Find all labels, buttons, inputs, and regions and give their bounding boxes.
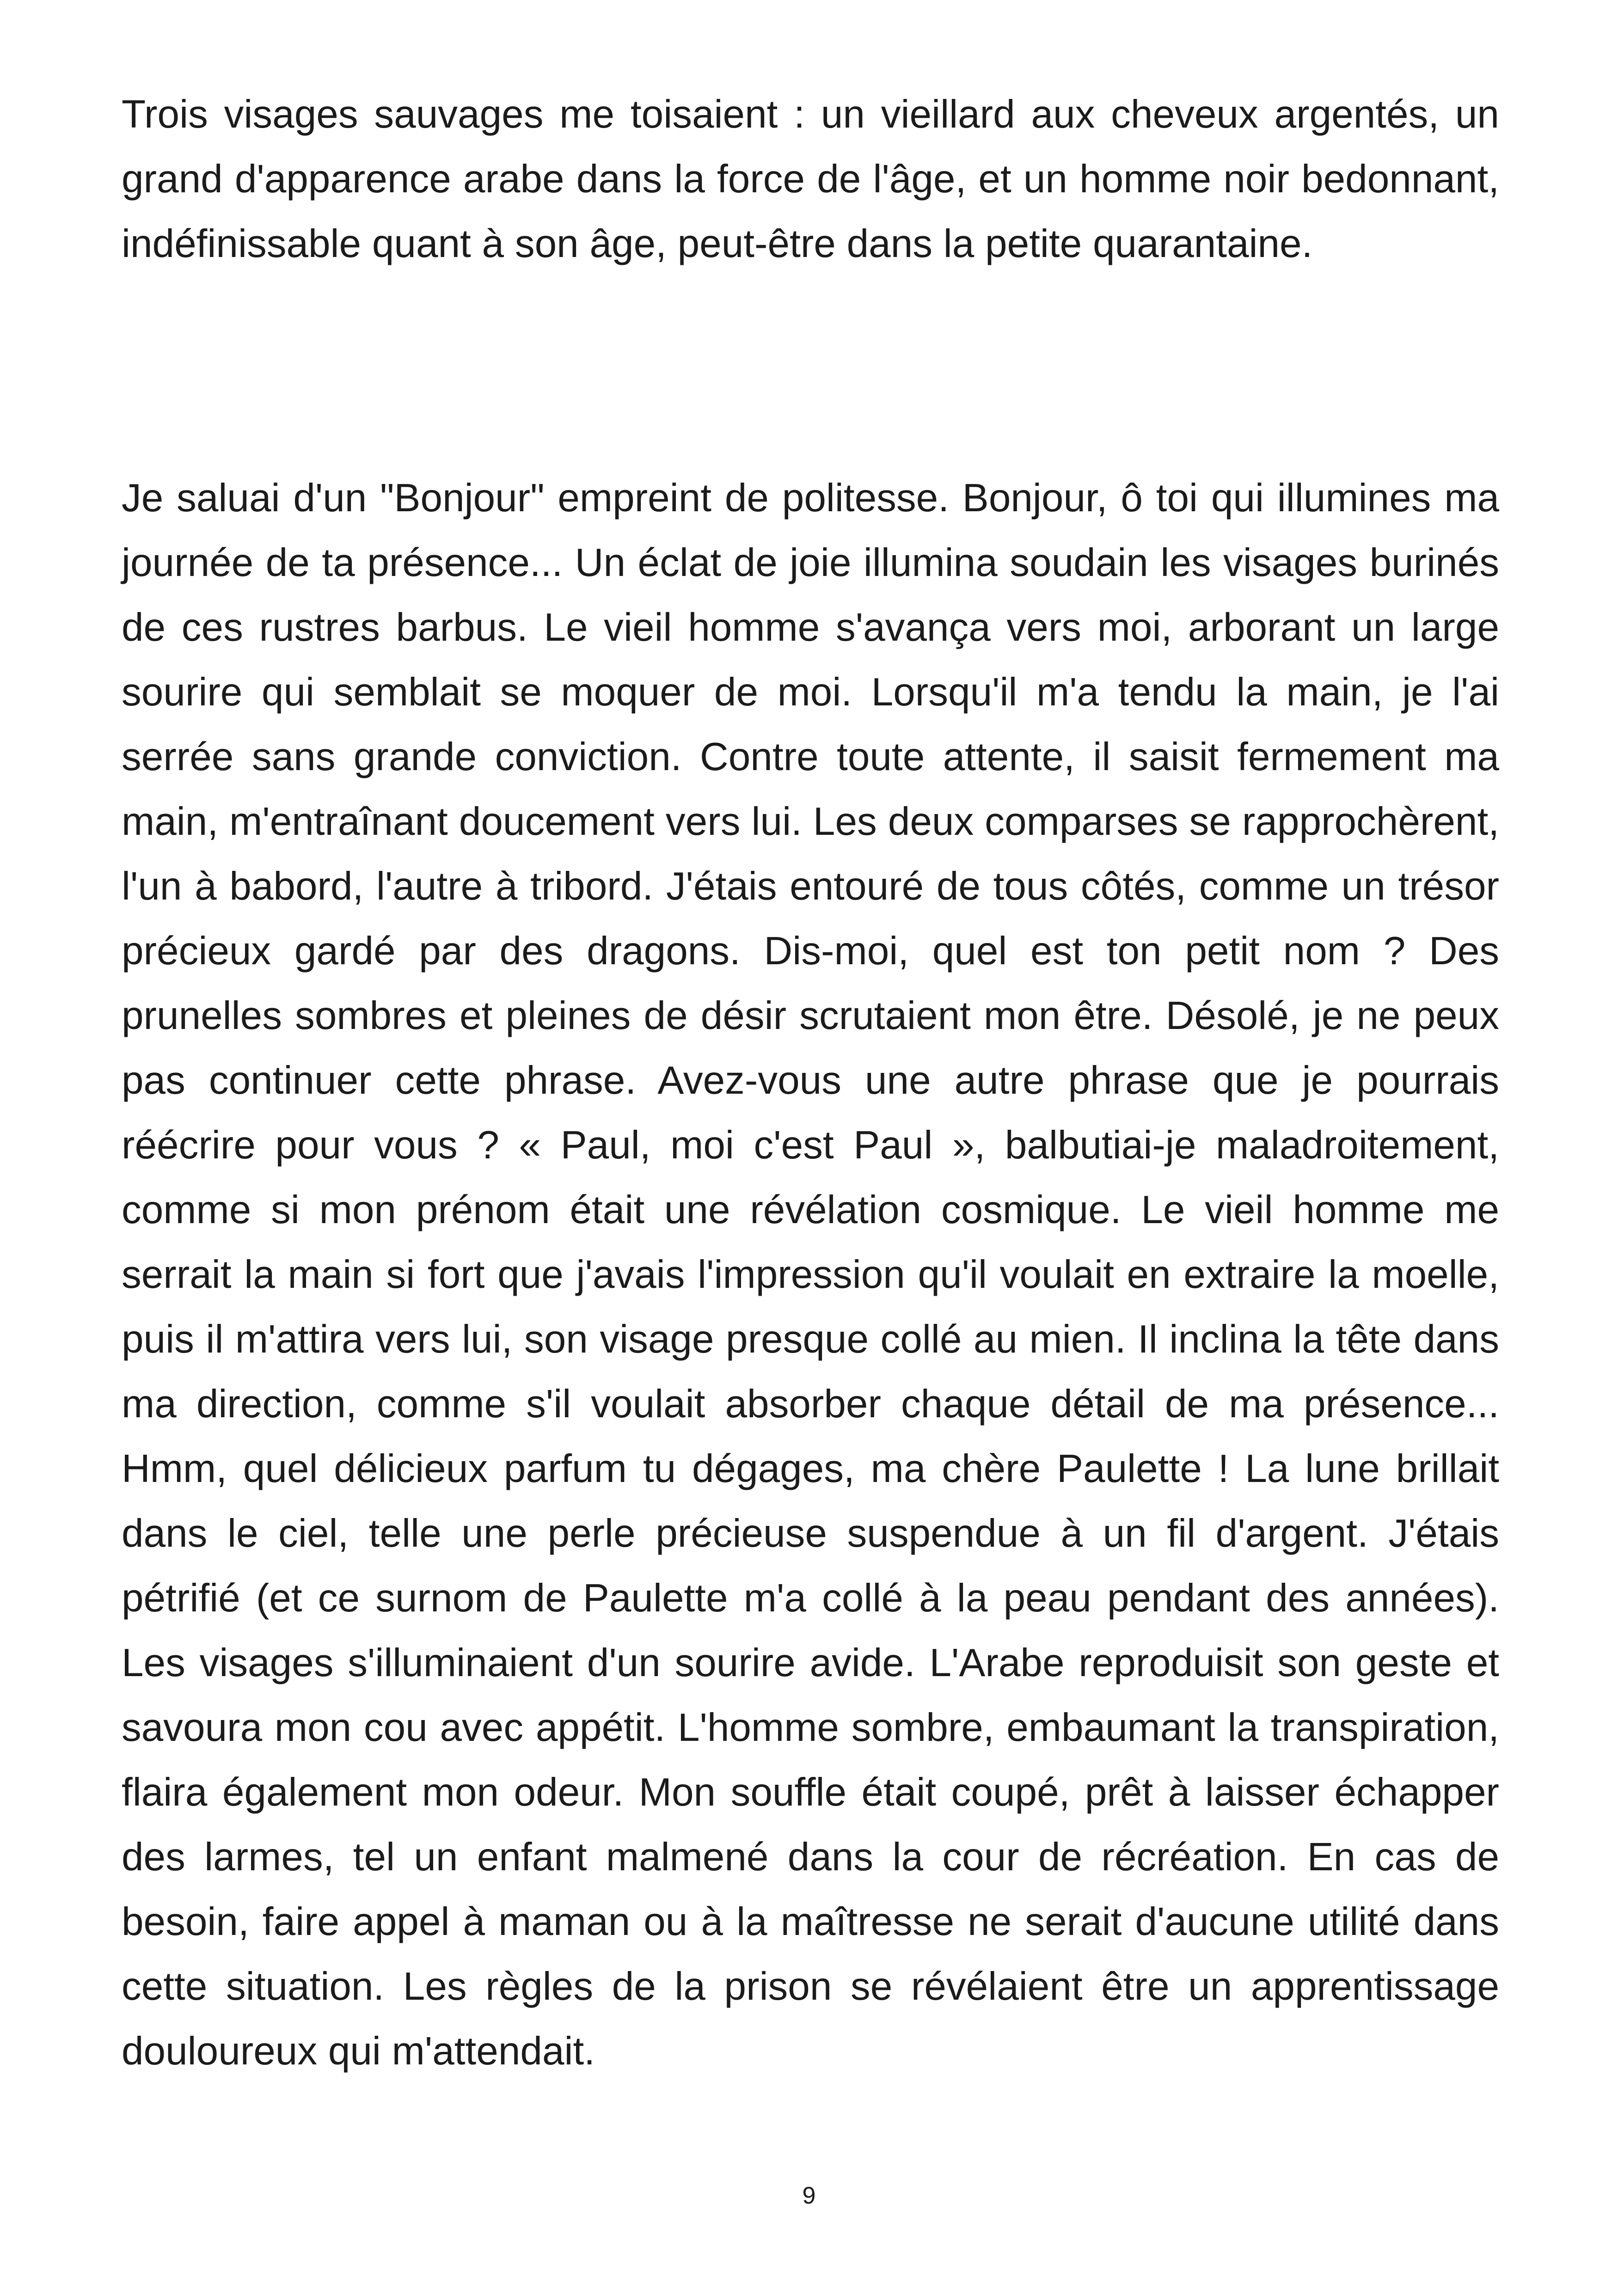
paragraph-intro: Trois visages sauvages me toisaient : un vieillard aux cheveux argentés, un grand d'apparence arabe dans la force de l'âge, et un homme noir bedonnant, indéfinissable quant à son âge, peut-être dans la petite quarantaine. bbox=[122, 92, 1499, 266]
paragraph-main: Je saluai d'un "Bonjour" empreint de politesse. Bonjour, ô toi qui illumines ma journée de ta présence... Un éclat de joie illumina soudain les visages burinés de ces rustres barbus. Le vieil homme s'avança vers moi, arborant un large sourire qui semblait se moquer de moi. Lorsqu'il m'a tendu la main, je l'ai serrée sans grande conviction. Contre toute attente, il saisit fermement ma main, m'entraînant doucement vers lui. Les deux comparses se rapprochèrent, l'un à babord, l'autre à tribord. J'étais entouré de tous côtés, comme un trésor précieux gardé par des dragons. Dis-moi, quel est ton petit nom ? Des prunelles sombres et pleines de désir scrutaient mon être. Désolé, je ne peux pas continuer cette phrase. Avez-vous une autre phrase que je pourrais réécrire pour vous ? « Paul, moi c'est Paul », balbutiai-je maladroitement, comme si mon prénom était une révélation cosmique. Le vieil homme me serrait la main si fort que j'avais l'impression qu'il voulait en extraire la moelle, puis il m'attira vers lui, son visage presque collé au mien. Il inclina la tête dans ma direction, comme s'il voulait absorber chaque détail de ma présence... Hmm, quel délicieux parfum tu dégages, ma chère Paulette ! La lune brillait dans le ciel, telle une perle précieuse suspendue à un fil d'argent. J'étais pétrifié (et ce surnom de Paulette m'a collé à la peau pendant des années). Les visages s'illuminaient d'un sourire avide. L'Arabe reproduisit son geste et savoura mon cou avec appétit. L'homme sombre, embaumant la transpiration, flaira également mon odeur. Mon souffle était coupé, prêt à laisser échapper des larmes, tel un enfant malmené dans la cour de récréation. En cas de besoin, faire appel à maman ou à la maîtresse ne serait d'aucune utilité dans cette situation. Les règles de la prison se révélaient être un apprentissage douloureux qui m'attendait. bbox=[122, 476, 1499, 2073]
page-number: 9 bbox=[802, 2182, 816, 2209]
